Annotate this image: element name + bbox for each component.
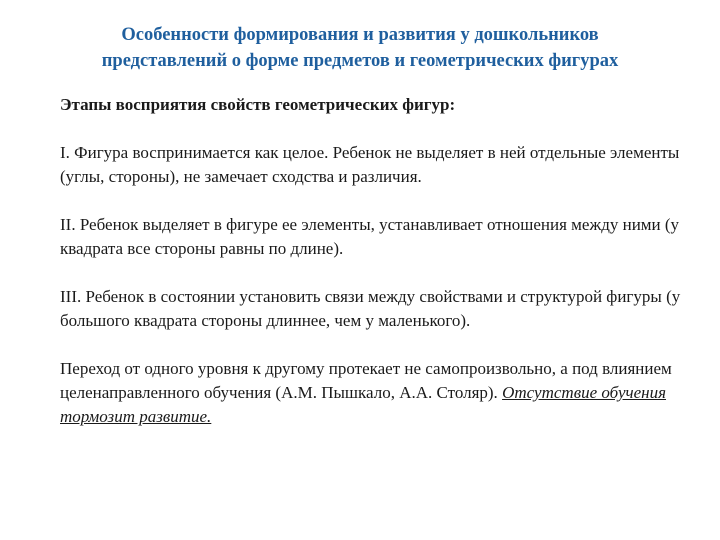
- title-line-2: представлений о форме предметов и геометрических фигурах: [101, 51, 619, 71]
- section-heading: Этапы восприятия свойств геометрических фигур:: [60, 95, 456, 114]
- slide-title: [40, 22, 680, 74]
- stage-1-paragraph: I. Фигура воспринимается как целое. Ребенок не выделяет в ней отдельные элементы (углы, стороны), не замечает сходства и различия.: [60, 143, 680, 186]
- stage-3-paragraph: III. Ребенок в состоянии установить связи между свойствами и структурой фигуры (у большого квадрата стороны длиннее, чем у маленького).: [60, 287, 681, 330]
- conclusion-emphasis: Отсутствие обучения тормозит развитие.: [60, 383, 667, 426]
- conclusion-paragraph: [60, 357, 685, 429]
- stage-2-paragraph: II. Ребенок выделяет в фигуре ее элементы, устанавливает отношения между ними (у квадрата все стороны равны по длине).: [60, 215, 680, 258]
- conclusion-text: Переход от одного уровня к другому протекает не самопроизвольно, а под влиянием целенаправленного обучения (А.М. Пышкало, А.А. Столяр).: [60, 359, 672, 402]
- title-line-1: Особенности формирования и развития у дошкольников: [121, 25, 599, 45]
- slide-body: [60, 93, 685, 429]
